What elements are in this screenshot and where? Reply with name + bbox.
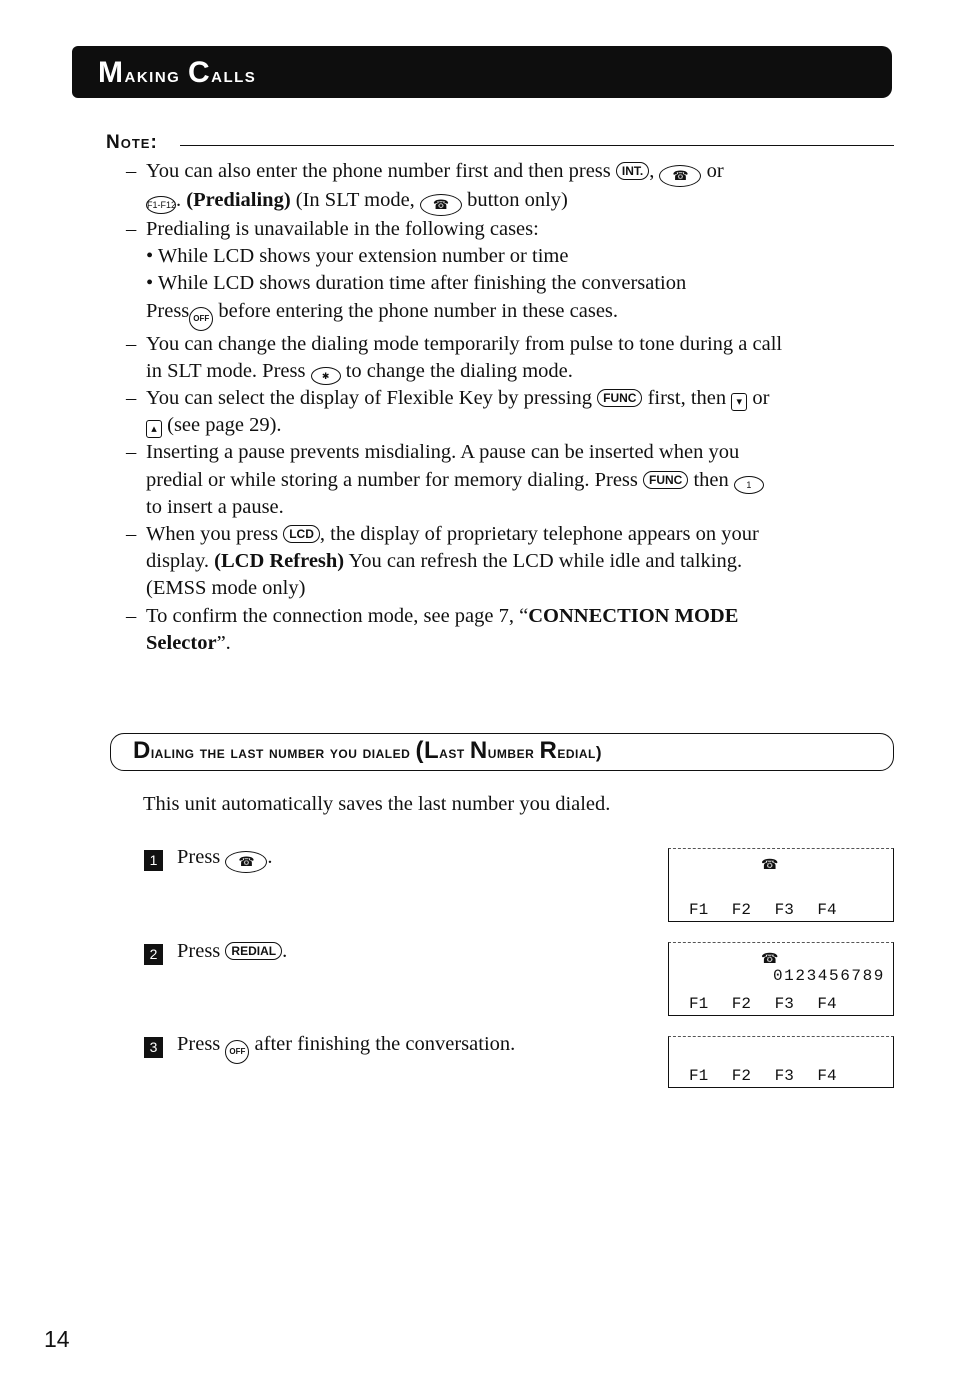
tone-star-key-icon: ✱ [311, 367, 341, 385]
note-line: – Predialing is unavailable in the following cases: [126, 218, 539, 240]
phone-handset-icon: ☎ [761, 952, 779, 967]
note-line: (EMSS mode only) [146, 577, 306, 600]
step-1: 1 Press ☎ . [144, 846, 273, 873]
off-key-icon: OFF [225, 1040, 249, 1064]
note-line: ▴ (see page 29). [126, 412, 906, 439]
note-line: – Inserting a pause prevents misdialing. A pause can be inserted when you [126, 441, 740, 464]
phone-handset-icon: ☎ [761, 858, 779, 873]
flexible-key-icon: F1-F12 [146, 196, 176, 214]
off-key-icon: OFF [189, 307, 213, 331]
note-line: to insert a pause. [146, 495, 284, 518]
lcd-display-1 [668, 848, 894, 922]
lcd-fkeys: F1 F2 F3 F4 [689, 995, 837, 1013]
talk-button-icon: ☎ [659, 165, 701, 187]
lcd-dialed-number: 0123456789 [772, 967, 885, 985]
note-line: • While LCD shows duration time after finishing the conversation [146, 272, 687, 295]
talk-button-icon: ☎ [420, 194, 462, 216]
talk-button-icon: ☎ [225, 851, 267, 873]
note-line: Press OFF before entering the phone number in these cases. [126, 298, 906, 331]
note-line: • While LCD shows your extension number or time [146, 245, 569, 268]
subsection-heading-box [110, 733, 894, 771]
page-number: 14 [44, 1326, 70, 1352]
note-line: Selector”. [146, 631, 231, 654]
step-number: 3 [144, 1037, 163, 1058]
note-line: in SLT mode. Press ✱ to change the dialing mode. [126, 358, 906, 385]
lcd-fkeys: F1 F2 F3 F4 [689, 1067, 837, 1085]
note-title: Note: [106, 132, 158, 153]
subsection-heading: Dialing the last number you dialed (Last Number Redial) [133, 737, 602, 764]
note-line: – To confirm the connection mode, see page 7, “CONNECTION MODE [126, 604, 739, 627]
note-divider [180, 145, 894, 146]
lcd-display-2 [668, 942, 894, 1016]
step-3: 3 Press OFF after finishing the conversation. [144, 1033, 515, 1064]
lcd-fkeys: F1 F2 F3 F4 [689, 901, 837, 919]
section-header-title: Making Calls [98, 56, 257, 89]
up-key-icon: ▴ [146, 420, 162, 438]
int-key-icon: INT. [616, 162, 649, 180]
note-line: – You can also enter the phone number first and then press INT. , ☎ or [126, 158, 906, 187]
step-number: 2 [144, 944, 163, 965]
note-line: display. (LCD Refresh) You can refresh the LCD while idle and talking. [146, 550, 743, 573]
pause-one-key-icon: 1 [734, 476, 764, 494]
note-list [126, 158, 906, 657]
note-line: – You can change the dialing mode temporarily from pulse to tone during a call [126, 332, 783, 355]
step-2: 2 Press REDIAL . [144, 940, 287, 965]
redial-key-icon: REDIAL [225, 942, 282, 960]
note-line: predial or while storing a number for memory dialing. Press FUNC then 1 [126, 467, 906, 494]
func-key-icon: FUNC [597, 389, 642, 407]
note-line: F1-F12. (Predialing) (In SLT mode, ☎ button only) [126, 187, 906, 216]
note-line: – When you press LCD , the display of proprietary telephone appears on your [126, 523, 759, 546]
lcd-display-3 [668, 1036, 894, 1088]
lcd-key-icon: LCD [283, 525, 320, 543]
func-key-icon: FUNC [643, 471, 688, 489]
section-header-bar [72, 46, 892, 98]
step-number: 1 [144, 850, 163, 871]
intro-text: This unit automatically saves the last number you dialed. [143, 793, 611, 815]
down-key-icon: ▾ [731, 393, 747, 411]
note-line: – You can select the display of Flexible Key by pressing FUNC first, then ▾ or [126, 387, 770, 410]
